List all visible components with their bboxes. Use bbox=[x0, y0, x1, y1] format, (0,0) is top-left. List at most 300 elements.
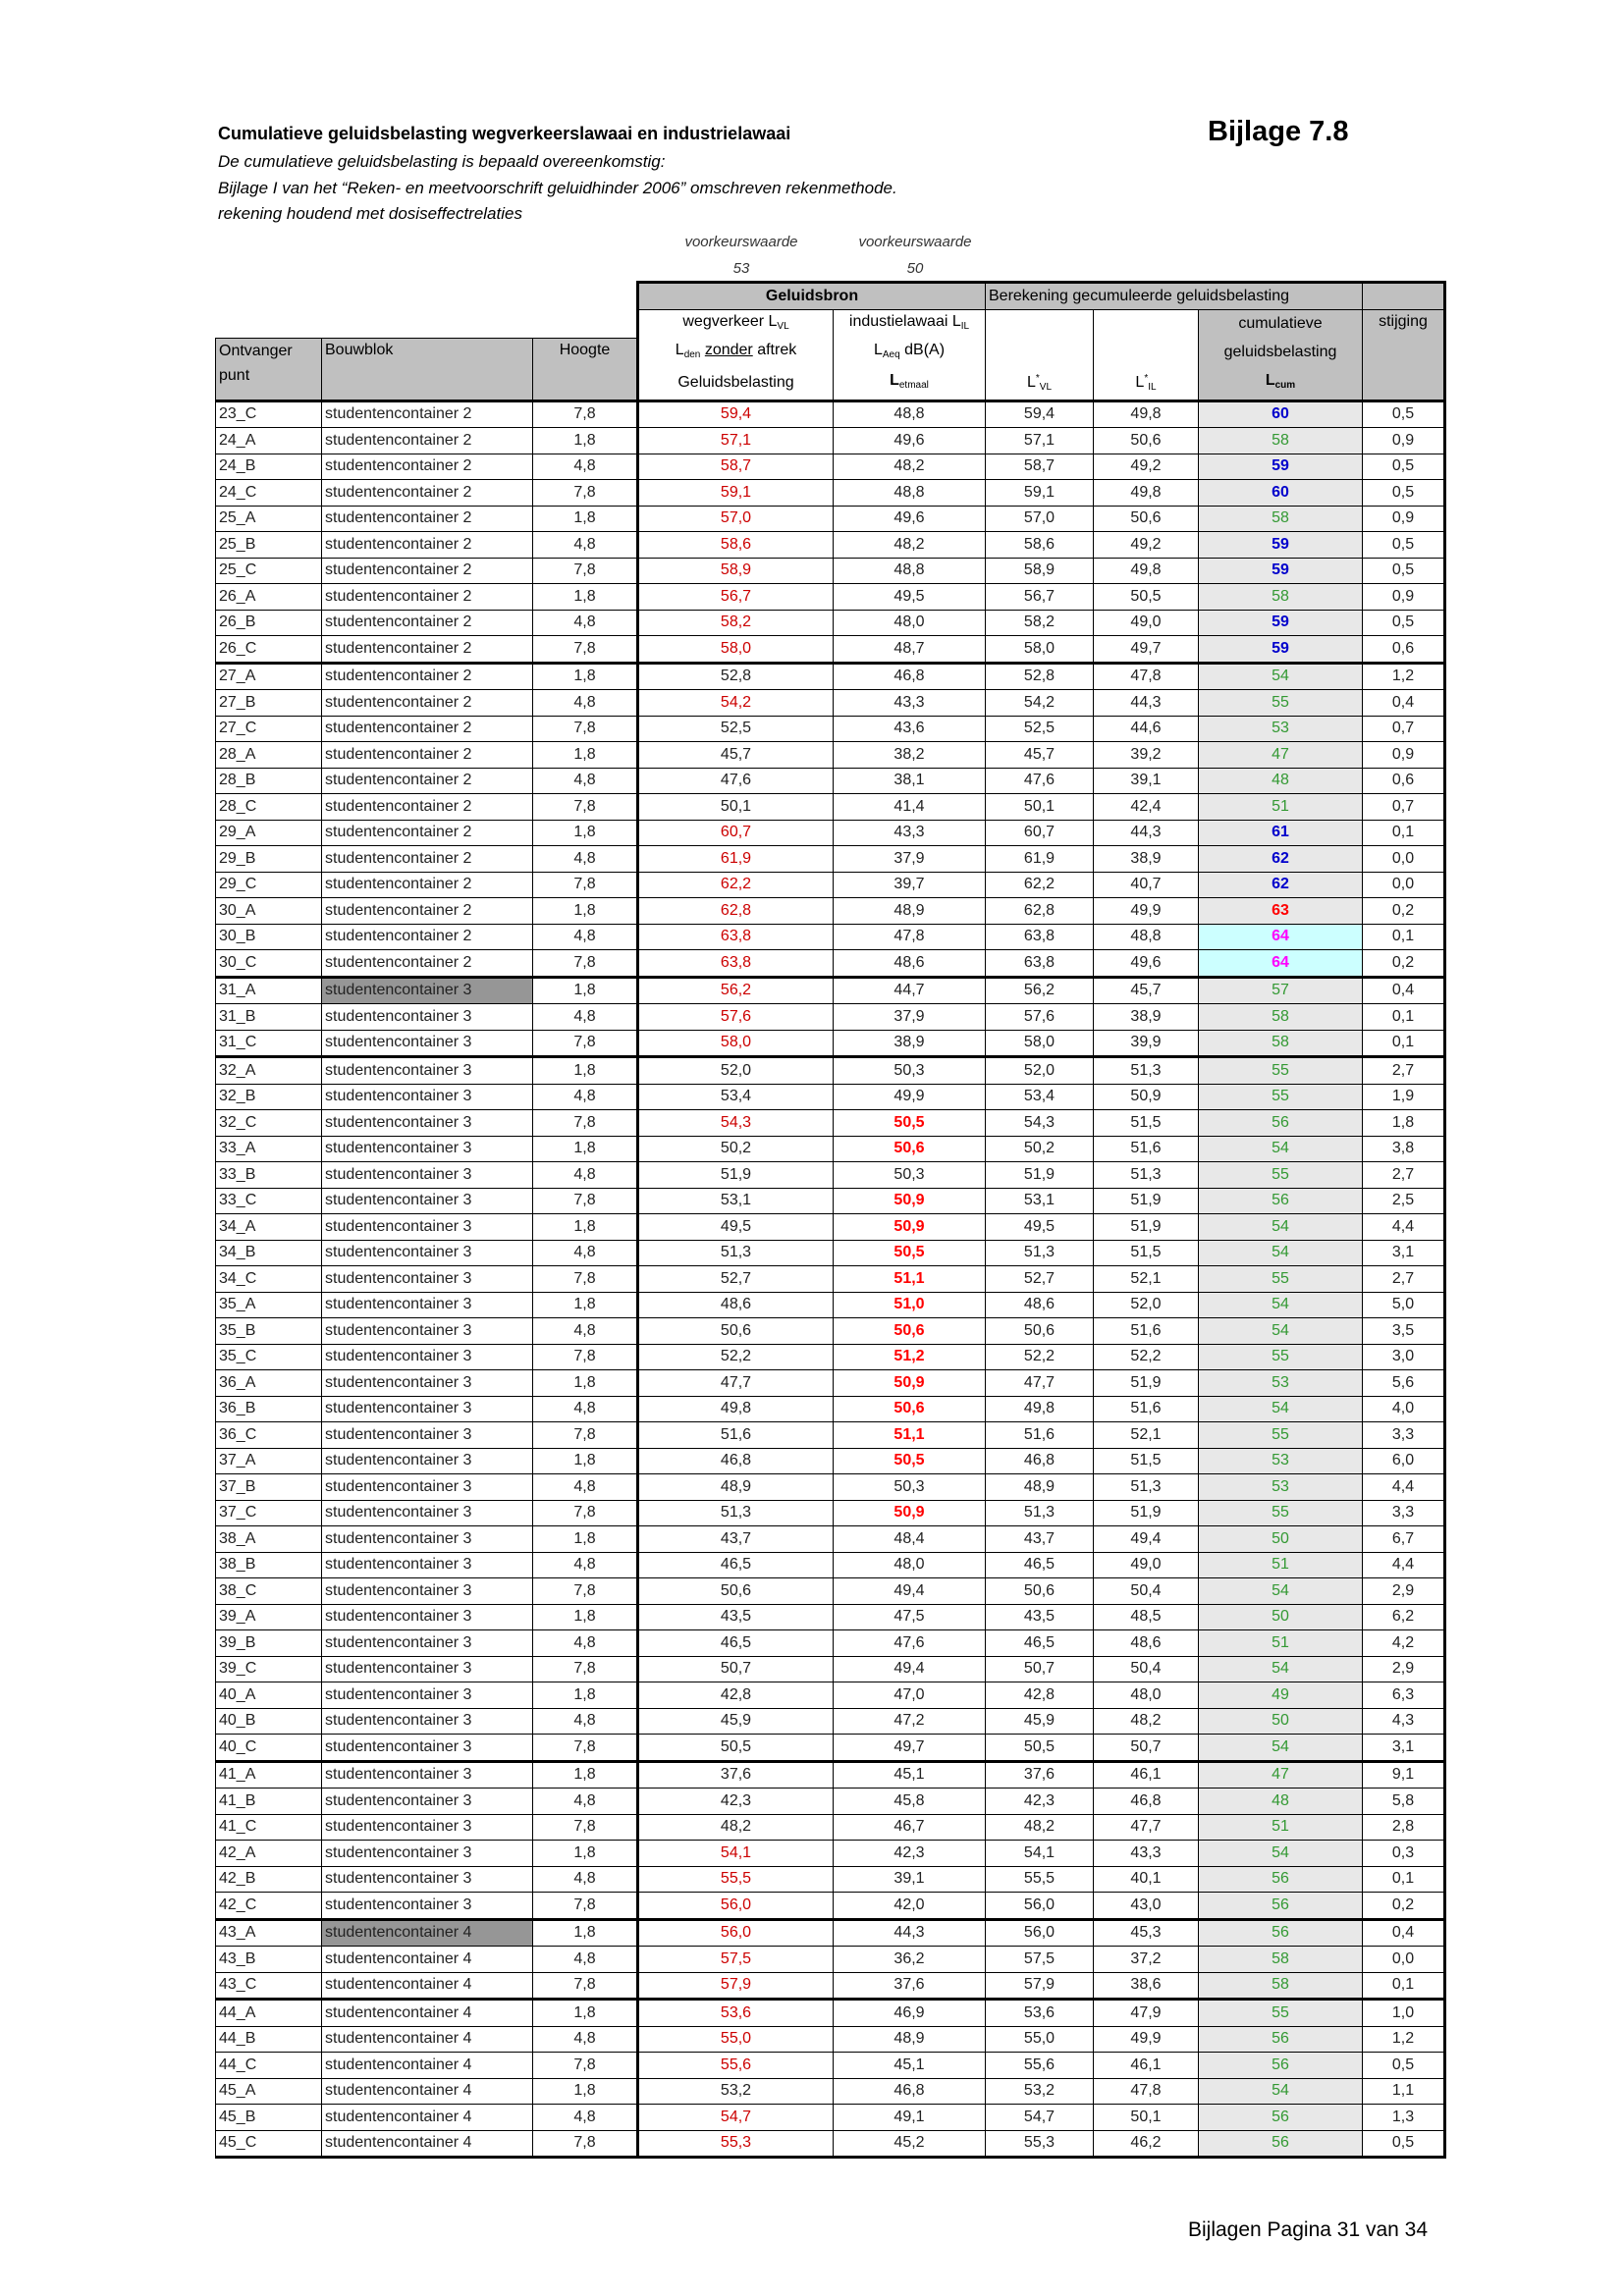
lil-star-cell: 49,4 bbox=[1094, 1526, 1199, 1553]
rise-cell: 0,4 bbox=[1363, 690, 1445, 717]
cumulative-cell: 58 bbox=[1199, 1972, 1363, 2000]
table-row bbox=[216, 1972, 1445, 2000]
block-cell: studentencontainer 2 bbox=[322, 846, 533, 873]
industry-noise-cell: 37,6 bbox=[834, 1972, 986, 2000]
rise-cell: 1,1 bbox=[1363, 2078, 1445, 2105]
table-row bbox=[216, 820, 1445, 846]
rise-cell: 0,5 bbox=[1363, 2130, 1445, 2158]
lvl-star-cell: 48,2 bbox=[986, 1814, 1094, 1841]
intro-line-3: rekening houdend met dosiseffectrelaties bbox=[218, 204, 522, 223]
receiver-cell: 40_A bbox=[216, 1682, 322, 1709]
lil-star-cell: 51,3 bbox=[1094, 1162, 1199, 1189]
receiver-cell: 34_C bbox=[216, 1266, 322, 1293]
industry-noise-cell: 45,8 bbox=[834, 1789, 986, 1815]
lvl-star-cell: 62,2 bbox=[986, 872, 1094, 898]
lil-star-cell: 51,5 bbox=[1094, 1110, 1199, 1137]
block-cell: studentencontainer 2 bbox=[322, 716, 533, 742]
height-cell: 4,8 bbox=[533, 2026, 638, 2053]
table-row bbox=[216, 2130, 1445, 2158]
road-noise-cell: 58,2 bbox=[638, 610, 834, 636]
receiver-cell: 34_B bbox=[216, 1240, 322, 1266]
block-cell: studentencontainer 3 bbox=[322, 1266, 533, 1293]
table-row bbox=[216, 1162, 1445, 1189]
cumulative-cell: 54 bbox=[1199, 1240, 1363, 1266]
rise-cell: 3,8 bbox=[1363, 1136, 1445, 1162]
block-cell: studentencontainer 3 bbox=[322, 1057, 533, 1085]
block-cell: studentencontainer 3 bbox=[322, 1866, 533, 1893]
table-row bbox=[216, 506, 1445, 532]
block-cell: studentencontainer 2 bbox=[322, 636, 533, 664]
cumulative-cell: 56 bbox=[1199, 2130, 1363, 2158]
cumulative-cell: 55 bbox=[1199, 1084, 1363, 1110]
industry-noise-cell: 50,9 bbox=[834, 1214, 986, 1241]
rise-cell: 1,3 bbox=[1363, 2105, 1445, 2131]
receiver-cell: 33_B bbox=[216, 1162, 322, 1189]
cumulative-cell: 58 bbox=[1199, 1030, 1363, 1057]
height-cell: 7,8 bbox=[533, 1656, 638, 1682]
industry-noise-cell: 44,3 bbox=[834, 1919, 986, 1947]
table-row bbox=[216, 532, 1445, 559]
rise-cell: 0,9 bbox=[1363, 506, 1445, 532]
receiver-cell: 37_B bbox=[216, 1474, 322, 1501]
table-row bbox=[216, 1188, 1445, 1214]
lvl-star-cell: 53,2 bbox=[986, 2078, 1094, 2105]
table-row bbox=[216, 1656, 1445, 1682]
cumulative-cell: 58 bbox=[1199, 506, 1363, 532]
lil-star-cell: 51,5 bbox=[1094, 1448, 1199, 1474]
table-row bbox=[216, 1708, 1445, 1735]
rise-cell: 2,7 bbox=[1363, 1266, 1445, 1293]
road-noise-cell: 56,0 bbox=[638, 1893, 834, 1920]
lvl-star-cell: 53,1 bbox=[986, 1188, 1094, 1214]
road-header-line2: $L_{den}$ zonder aftrek bbox=[638, 339, 834, 367]
table-row bbox=[216, 1866, 1445, 1893]
industry-noise-cell: 48,9 bbox=[834, 2026, 986, 2053]
lvl-star-cell: 55,5 bbox=[986, 1866, 1094, 1893]
cumulative-cell: 59 bbox=[1199, 532, 1363, 559]
industry-noise-cell: 50,5 bbox=[834, 1448, 986, 1474]
rise-cell: 0,1 bbox=[1363, 1004, 1445, 1031]
road-noise-cell: 49,8 bbox=[638, 1396, 834, 1422]
road-noise-cell: 52,2 bbox=[638, 1344, 834, 1370]
block-header: Bouwblok bbox=[322, 339, 533, 401]
rise-cell: 3,1 bbox=[1363, 1735, 1445, 1762]
receiver-cell: 45_A bbox=[216, 2078, 322, 2105]
height-cell: 1,8 bbox=[533, 742, 638, 769]
height-cell: 7,8 bbox=[533, 558, 638, 584]
lil-star-cell: 39,9 bbox=[1094, 1030, 1199, 1057]
receiver-cell: 41_A bbox=[216, 1761, 322, 1789]
receiver-cell: 45_C bbox=[216, 2130, 322, 2158]
cumulative-cell: 56 bbox=[1199, 1188, 1363, 1214]
table-row bbox=[216, 1682, 1445, 1709]
road-noise-cell: 43,7 bbox=[638, 1526, 834, 1553]
rise-cell: 1,2 bbox=[1363, 663, 1445, 690]
lil-star-cell: 39,2 bbox=[1094, 742, 1199, 769]
cumulative-cell: 58 bbox=[1199, 1947, 1363, 1973]
cumulative-cell: 55 bbox=[1199, 1500, 1363, 1526]
cumulative-cell: 54 bbox=[1199, 1735, 1363, 1762]
road-noise-cell: 48,9 bbox=[638, 1474, 834, 1501]
lvl-star-cell: 55,0 bbox=[986, 2026, 1094, 2053]
calc-group-header: Berekening gecumuleerde geluidsbelasting bbox=[986, 283, 1363, 310]
rise-cell: 6,3 bbox=[1363, 1682, 1445, 1709]
rise-cell: 0,5 bbox=[1363, 610, 1445, 636]
height-cell: 4,8 bbox=[533, 1240, 638, 1266]
rise-cell: 9,1 bbox=[1363, 1761, 1445, 1789]
block-cell: studentencontainer 3 bbox=[322, 1396, 533, 1422]
lvl-star-cell: 48,6 bbox=[986, 1292, 1094, 1318]
cumulative-cell: 54 bbox=[1199, 1578, 1363, 1605]
height-cell: 4,8 bbox=[533, 1552, 638, 1578]
table-row bbox=[216, 1422, 1445, 1449]
industry-noise-cell: 51,0 bbox=[834, 1292, 986, 1318]
cumulative-cell: 63 bbox=[1199, 898, 1363, 925]
block-cell: studentencontainer 2 bbox=[322, 768, 533, 794]
road-noise-cell: 54,7 bbox=[638, 2105, 834, 2131]
cum-header-line2: geluidsbelasting bbox=[1199, 339, 1363, 367]
table-row bbox=[216, 1630, 1445, 1657]
lil-star-cell: 51,3 bbox=[1094, 1057, 1199, 1085]
lil-star-cell: 50,6 bbox=[1094, 428, 1199, 454]
lil-star-cell: 47,9 bbox=[1094, 2000, 1199, 2027]
cumulative-cell: 55 bbox=[1199, 1422, 1363, 1449]
lil-star-cell: 51,5 bbox=[1094, 1240, 1199, 1266]
lvl-star-cell: 63,8 bbox=[986, 950, 1094, 978]
table-row bbox=[216, 636, 1445, 664]
block-cell: studentencontainer 3 bbox=[322, 1318, 533, 1345]
source-group-header: Geluidsbron bbox=[638, 283, 986, 310]
receiver-cell: 45_B bbox=[216, 2105, 322, 2131]
road-noise-cell: 46,5 bbox=[638, 1552, 834, 1578]
lvl-star-cell: 63,8 bbox=[986, 924, 1094, 950]
table-row bbox=[216, 1841, 1445, 1867]
lvl-star-cell: 55,3 bbox=[986, 2130, 1094, 2158]
industry-noise-cell: 47,6 bbox=[834, 1630, 986, 1657]
rise-cell: 0,9 bbox=[1363, 584, 1445, 611]
height-cell: 4,8 bbox=[533, 768, 638, 794]
road-header-line3: Geluidsbelasting bbox=[638, 367, 834, 401]
rise-cell: 0,0 bbox=[1363, 1947, 1445, 1973]
receiver-cell: 42_B bbox=[216, 1866, 322, 1893]
industry-noise-cell: 38,9 bbox=[834, 1030, 986, 1057]
cumulative-cell: 58 bbox=[1199, 428, 1363, 454]
block-cell: studentencontainer 2 bbox=[322, 950, 533, 978]
lvl-star-cell: 55,6 bbox=[986, 2053, 1094, 2079]
lvl-star-cell: 57,9 bbox=[986, 1972, 1094, 2000]
table-row bbox=[216, 1735, 1445, 1762]
cumulative-cell: 64 bbox=[1199, 924, 1363, 950]
industry-noise-cell: 42,0 bbox=[834, 1893, 986, 1920]
block-cell: studentencontainer 3 bbox=[322, 1552, 533, 1578]
block-cell: studentencontainer 2 bbox=[322, 428, 533, 454]
industry-noise-cell: 50,5 bbox=[834, 1110, 986, 1137]
receiver-cell: 30_A bbox=[216, 898, 322, 925]
table-row bbox=[216, 1370, 1445, 1397]
receiver-cell: 39_B bbox=[216, 1630, 322, 1657]
receiver-cell: 28_C bbox=[216, 794, 322, 821]
lil-star-cell: 49,8 bbox=[1094, 480, 1199, 507]
height-cell: 7,8 bbox=[533, 1972, 638, 2000]
road-noise-cell: 55,0 bbox=[638, 2026, 834, 2053]
lil-star-cell: 51,3 bbox=[1094, 1474, 1199, 1501]
height-cell: 7,8 bbox=[533, 1266, 638, 1293]
rise-cell: 2,8 bbox=[1363, 1814, 1445, 1841]
road-noise-cell: 56,7 bbox=[638, 584, 834, 611]
table-row bbox=[216, 480, 1445, 507]
rise-cell: 1,2 bbox=[1363, 2026, 1445, 2053]
lvl-star-cell: 46,5 bbox=[986, 1552, 1094, 1578]
industry-noise-cell: 47,5 bbox=[834, 1604, 986, 1630]
industry-noise-cell: 50,3 bbox=[834, 1162, 986, 1189]
industry-noise-cell: 48,2 bbox=[834, 532, 986, 559]
table-row bbox=[216, 1578, 1445, 1605]
rise-cell: 0,1 bbox=[1363, 1030, 1445, 1057]
road-noise-cell: 46,8 bbox=[638, 1448, 834, 1474]
road-header-line1: wegverkeer $L_{VL}$ bbox=[638, 309, 834, 339]
road-noise-cell: 60,7 bbox=[638, 820, 834, 846]
lil-star-cell: 49,9 bbox=[1094, 2026, 1199, 2053]
lvl-star-cell: 51,9 bbox=[986, 1162, 1094, 1189]
receiver-cell: 32_B bbox=[216, 1084, 322, 1110]
height-cell: 7,8 bbox=[533, 2130, 638, 2158]
industry-noise-cell: 48,7 bbox=[834, 636, 986, 664]
industry-noise-cell: 42,3 bbox=[834, 1841, 986, 1867]
receiver-cell: 25_B bbox=[216, 532, 322, 559]
industry-noise-cell: 48,4 bbox=[834, 1526, 986, 1553]
road-noise-cell: 57,9 bbox=[638, 1972, 834, 2000]
lvl-star-cell: 54,7 bbox=[986, 2105, 1094, 2131]
receiver-cell: 44_B bbox=[216, 2026, 322, 2053]
height-cell: 1,8 bbox=[533, 1057, 638, 1085]
height-cell: 4,8 bbox=[533, 924, 638, 950]
lvl-star-cell: 58,9 bbox=[986, 558, 1094, 584]
cumulative-cell: 54 bbox=[1199, 1318, 1363, 1345]
annex-number: Bijlage 7.8 bbox=[1208, 116, 1349, 147]
cumulative-cell: 53 bbox=[1199, 716, 1363, 742]
road-noise-cell: 53,6 bbox=[638, 2000, 834, 2027]
height-cell: 7,8 bbox=[533, 1735, 638, 1762]
table-row bbox=[216, 2053, 1445, 2079]
height-cell: 4,8 bbox=[533, 1866, 638, 1893]
lvl-star-cell: 45,9 bbox=[986, 1708, 1094, 1735]
block-cell: studentencontainer 3 bbox=[322, 1708, 533, 1735]
height-cell: 4,8 bbox=[533, 1947, 638, 1973]
lil-header-top bbox=[1094, 309, 1199, 339]
height-cell: 4,8 bbox=[533, 1396, 638, 1422]
lil-star-cell: 52,0 bbox=[1094, 1292, 1199, 1318]
height-cell: 1,8 bbox=[533, 2000, 638, 2027]
road-noise-cell: 42,3 bbox=[638, 1789, 834, 1815]
cumulative-cell: 56 bbox=[1199, 2026, 1363, 2053]
cumulative-cell: 59 bbox=[1199, 558, 1363, 584]
cumulative-cell: 55 bbox=[1199, 2000, 1363, 2027]
lvl-star-cell: 58,0 bbox=[986, 636, 1094, 664]
lil-star-cell: 50,4 bbox=[1094, 1578, 1199, 1605]
lvl-star-cell: 59,4 bbox=[986, 400, 1094, 428]
cumulative-cell: 53 bbox=[1199, 1474, 1363, 1501]
lvl-star-cell: 51,6 bbox=[986, 1422, 1094, 1449]
cumulative-cell: 55 bbox=[1199, 690, 1363, 717]
height-cell: 1,8 bbox=[533, 1370, 638, 1397]
rise-cell: 0,9 bbox=[1363, 428, 1445, 454]
height-cell: 1,8 bbox=[533, 2078, 638, 2105]
lil-star-cell: 51,6 bbox=[1094, 1136, 1199, 1162]
height-cell: 7,8 bbox=[533, 1344, 638, 1370]
lil-star-cell: 49,2 bbox=[1094, 454, 1199, 480]
table-row bbox=[216, 400, 1445, 428]
lvl-star-cell: 52,7 bbox=[986, 1266, 1094, 1293]
industry-noise-cell: 50,9 bbox=[834, 1188, 986, 1214]
cumulative-cell: 50 bbox=[1199, 1708, 1363, 1735]
road-noise-cell: 53,4 bbox=[638, 1084, 834, 1110]
industry-noise-cell: 49,6 bbox=[834, 506, 986, 532]
receiver-cell: 35_C bbox=[216, 1344, 322, 1370]
lvl-star-cell: 50,1 bbox=[986, 794, 1094, 821]
height-cell: 4,8 bbox=[533, 1084, 638, 1110]
lvl-star-cell: 57,6 bbox=[986, 1004, 1094, 1031]
lil-star-cell: 51,9 bbox=[1094, 1214, 1199, 1241]
block-cell: studentencontainer 3 bbox=[322, 1030, 533, 1057]
height-cell: 4,8 bbox=[533, 1708, 638, 1735]
receiver-cell: 28_B bbox=[216, 768, 322, 794]
cumulative-cell: 49 bbox=[1199, 1682, 1363, 1709]
road-noise-cell: 58,7 bbox=[638, 454, 834, 480]
height-cell: 7,8 bbox=[533, 400, 638, 428]
road-noise-cell: 56,2 bbox=[638, 977, 834, 1004]
table-row bbox=[216, 1136, 1445, 1162]
rise-cell: 2,7 bbox=[1363, 1057, 1445, 1085]
receiver-cell: 41_B bbox=[216, 1789, 322, 1815]
cumulative-cell: 56 bbox=[1199, 2105, 1363, 2131]
block-cell: studentencontainer 4 bbox=[322, 1919, 533, 1947]
table-row bbox=[216, 1292, 1445, 1318]
height-cell: 7,8 bbox=[533, 872, 638, 898]
road-noise-cell: 50,1 bbox=[638, 794, 834, 821]
block-cell: studentencontainer 4 bbox=[322, 2053, 533, 2079]
receiver-cell: 29_A bbox=[216, 820, 322, 846]
rise-cell: 3,3 bbox=[1363, 1422, 1445, 1449]
industry-noise-cell: 50,3 bbox=[834, 1474, 986, 1501]
lil-star-cell: 38,9 bbox=[1094, 846, 1199, 873]
industry-noise-cell: 43,3 bbox=[834, 820, 986, 846]
height-cell: 7,8 bbox=[533, 1110, 638, 1137]
block-cell: studentencontainer 2 bbox=[322, 610, 533, 636]
height-cell: 4,8 bbox=[533, 610, 638, 636]
lil-star-cell: 38,9 bbox=[1094, 1004, 1199, 1031]
receiver-cell: 25_C bbox=[216, 558, 322, 584]
rise-cell: 0,3 bbox=[1363, 1841, 1445, 1867]
rise-cell: 0,2 bbox=[1363, 898, 1445, 925]
road-noise-cell: 47,6 bbox=[638, 768, 834, 794]
receiver-cell: 24_A bbox=[216, 428, 322, 454]
height-cell: 7,8 bbox=[533, 1893, 638, 1920]
receiver-cell: 24_C bbox=[216, 480, 322, 507]
cumulative-cell: 60 bbox=[1199, 480, 1363, 507]
table-row bbox=[216, 1893, 1445, 1920]
table-row bbox=[216, 1057, 1445, 1085]
industry-noise-cell: 45,1 bbox=[834, 1761, 986, 1789]
lvl-star-cell: 52,8 bbox=[986, 663, 1094, 690]
block-cell: studentencontainer 3 bbox=[322, 1188, 533, 1214]
receiver-cell: 29_C bbox=[216, 872, 322, 898]
table-row bbox=[216, 1474, 1445, 1501]
lvl-star-cell: 47,6 bbox=[986, 768, 1094, 794]
lil-star-cell: 46,2 bbox=[1094, 2130, 1199, 2158]
cumulative-cell: 56 bbox=[1199, 1893, 1363, 1920]
cumulative-cell: 54 bbox=[1199, 663, 1363, 690]
intro-line-1: De cumulatieve geluidsbelasting is bepaald overeenkomstig: bbox=[218, 152, 666, 171]
cumulative-cell: 47 bbox=[1199, 742, 1363, 769]
road-noise-cell: 51,6 bbox=[638, 1422, 834, 1449]
block-cell: studentencontainer 2 bbox=[322, 742, 533, 769]
block-cell: studentencontainer 2 bbox=[322, 558, 533, 584]
lvl-star-cell: 58,2 bbox=[986, 610, 1094, 636]
table-row bbox=[216, 898, 1445, 925]
rise-cell: 0,4 bbox=[1363, 1919, 1445, 1947]
receiver-cell: 26_C bbox=[216, 636, 322, 664]
cumulative-cell: 59 bbox=[1199, 636, 1363, 664]
rise-cell: 0,1 bbox=[1363, 1866, 1445, 1893]
road-noise-cell: 58,0 bbox=[638, 1030, 834, 1057]
table-row bbox=[216, 1318, 1445, 1345]
lil-star-cell: 48,6 bbox=[1094, 1630, 1199, 1657]
industry-noise-cell: 49,7 bbox=[834, 1735, 986, 1762]
cumulative-cell: 47 bbox=[1199, 1761, 1363, 1789]
table-row bbox=[216, 2078, 1445, 2105]
block-cell: studentencontainer 3 bbox=[322, 1422, 533, 1449]
cumulative-cell: 54 bbox=[1199, 1214, 1363, 1241]
cumulative-cell: 51 bbox=[1199, 1630, 1363, 1657]
block-cell: studentencontainer 3 bbox=[322, 1162, 533, 1189]
industry-noise-cell: 39,1 bbox=[834, 1866, 986, 1893]
height-cell: 1,8 bbox=[533, 1292, 638, 1318]
lvl-star-cell: 48,9 bbox=[986, 1474, 1094, 1501]
height-cell: 4,8 bbox=[533, 532, 638, 559]
lil-star-cell: 50,7 bbox=[1094, 1735, 1199, 1762]
industry-noise-cell: 37,9 bbox=[834, 846, 986, 873]
lvl-star-cell: 46,8 bbox=[986, 1448, 1094, 1474]
block-cell: studentencontainer 2 bbox=[322, 584, 533, 611]
cumulative-cell: 50 bbox=[1199, 1526, 1363, 1553]
road-noise-cell: 53,1 bbox=[638, 1188, 834, 1214]
height-cell: 1,8 bbox=[533, 1841, 638, 1867]
road-noise-cell: 54,2 bbox=[638, 690, 834, 717]
table-row bbox=[216, 1030, 1445, 1057]
lil-star-cell: 48,2 bbox=[1094, 1708, 1199, 1735]
height-cell: 1,8 bbox=[533, 898, 638, 925]
block-cell: studentencontainer 4 bbox=[322, 2105, 533, 2131]
height-cell: 1,8 bbox=[533, 506, 638, 532]
height-cell: 7,8 bbox=[533, 2053, 638, 2079]
lvl-star-cell: 42,3 bbox=[986, 1789, 1094, 1815]
table-row bbox=[216, 794, 1445, 821]
industry-noise-cell: 43,6 bbox=[834, 716, 986, 742]
rise-cell: 4,0 bbox=[1363, 1396, 1445, 1422]
rise-cell: 6,0 bbox=[1363, 1448, 1445, 1474]
industry-noise-cell: 49,9 bbox=[834, 1084, 986, 1110]
lvl-star-cell: 57,5 bbox=[986, 1947, 1094, 1973]
block-cell: studentencontainer 2 bbox=[322, 506, 533, 532]
table-row bbox=[216, 768, 1445, 794]
height-cell: 1,8 bbox=[533, 820, 638, 846]
table-row bbox=[216, 1110, 1445, 1137]
preferred-value-road: 53 bbox=[732, 260, 750, 277]
cumulative-cell: 54 bbox=[1199, 1396, 1363, 1422]
table-row bbox=[216, 1814, 1445, 1841]
lvl-star-cell: 45,7 bbox=[986, 742, 1094, 769]
cumulative-cell: 55 bbox=[1199, 1344, 1363, 1370]
